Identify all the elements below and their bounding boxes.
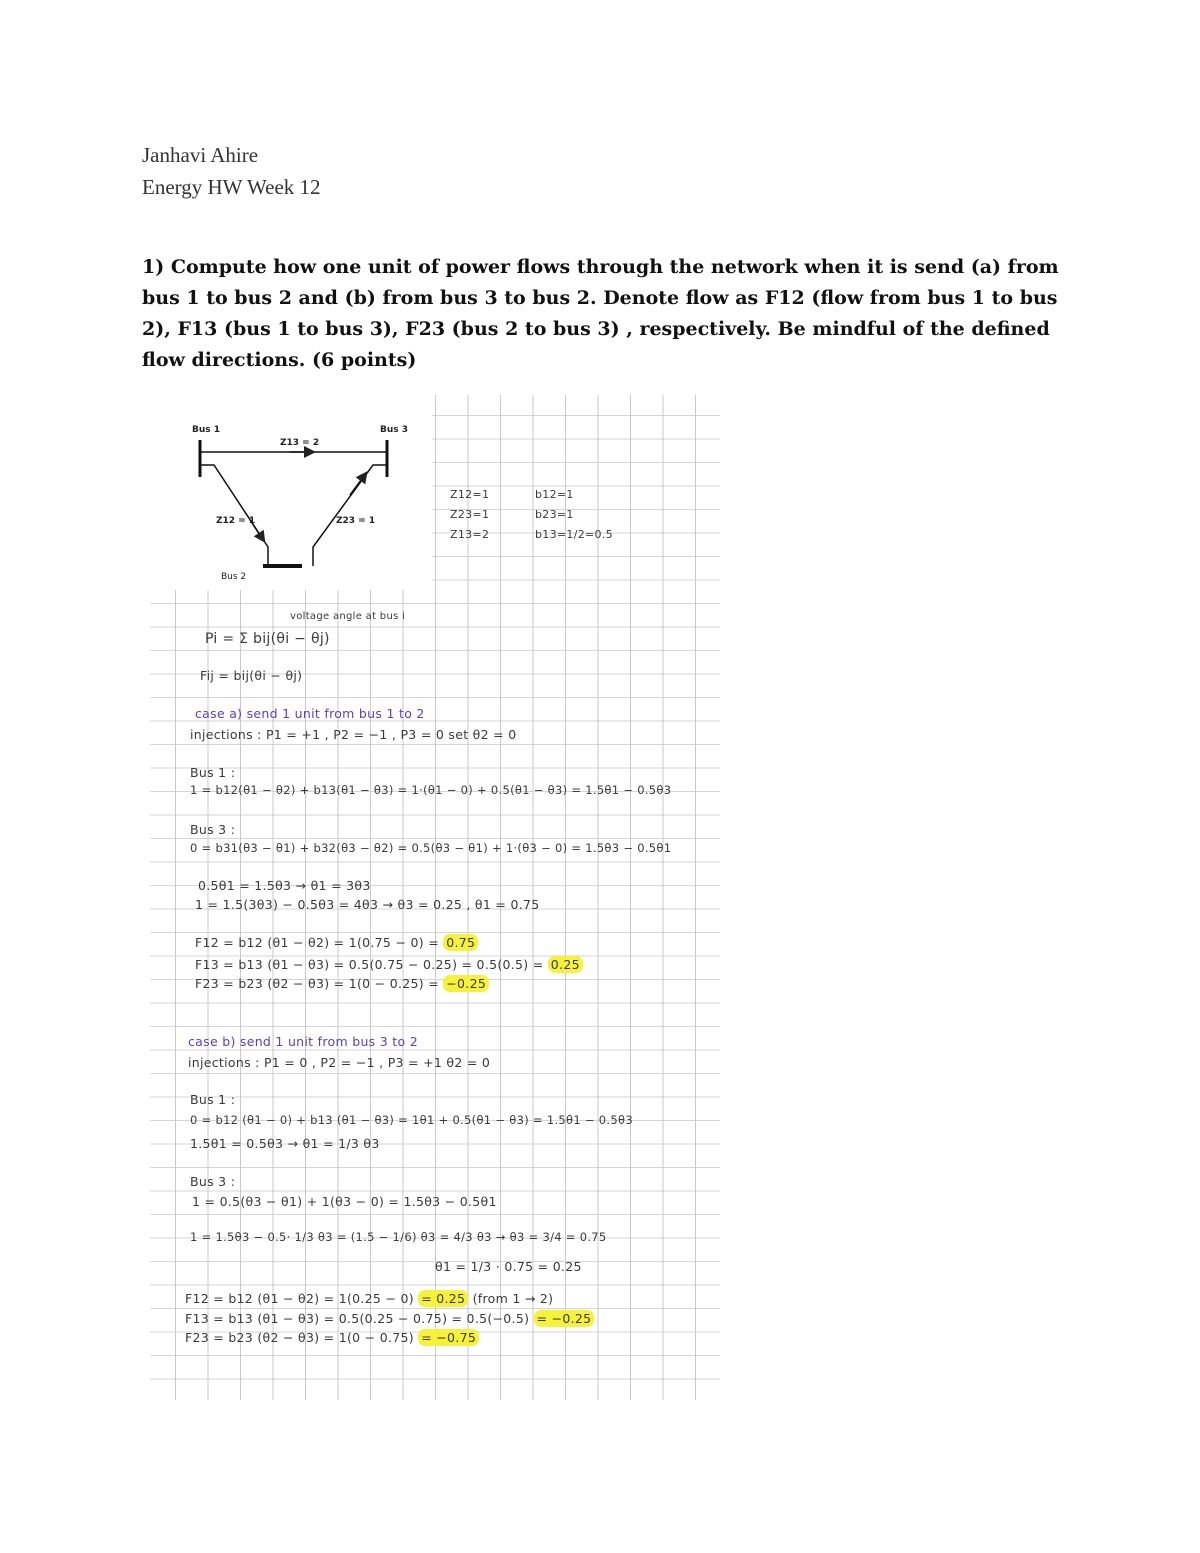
z13-label: Z13 = 2 bbox=[280, 438, 320, 448]
case-a-f23 bbox=[195, 976, 489, 991]
z23-label: Z23 = 1 bbox=[336, 516, 376, 526]
f23-expr: F23 = b23 (θ2 − θ3) = 1(0 − 0.75) bbox=[185, 1330, 419, 1345]
param-b23: b23=1 bbox=[535, 508, 574, 521]
case-b-f13 bbox=[185, 1311, 594, 1326]
f12-expr: F12 = b12 (θ1 − θ2) = 1(0.25 − 0) bbox=[185, 1291, 419, 1306]
bus3-label: Bus 3 bbox=[380, 425, 409, 435]
f12-expr: F12 = b12 (θ1 − θ2) = 1(0.75 − 0) = bbox=[195, 935, 444, 950]
case-b-f23 bbox=[185, 1330, 479, 1345]
f12-direction-note: (from 1 → 2) bbox=[468, 1291, 554, 1306]
f13-expr: F13 = b13 (θ1 − θ3) = 0.5(0.25 − 0.75) = 0.5(−0.5) bbox=[185, 1311, 534, 1326]
flow-equation: Fij = bij(θi − θj) bbox=[200, 668, 303, 683]
f13-result: 0.25 bbox=[548, 956, 583, 973]
param-z13: Z13=2 bbox=[450, 528, 490, 541]
param-b13: b13=1/2=0.5 bbox=[535, 528, 613, 541]
f13-expr: F13 = b13 (θ1 − θ3) = 0.5(0.75 − 0.25) = 0.5(0.5) = bbox=[195, 957, 548, 972]
case-b-bus3-eq: 1 = 0.5(θ3 − θ1) + 1(θ3 − 0) = 1.5θ3 − 0.5θ1 bbox=[192, 1194, 497, 1209]
case-b-solve2: θ1 = 1/3 · 0.75 = 0.25 bbox=[435, 1259, 582, 1274]
arrow-23 bbox=[350, 476, 364, 495]
case-b-injections: injections : P1 = 0 , P2 = −1 , P3 = +1 θ2 = 0 bbox=[188, 1055, 491, 1070]
bus1-label: Bus 1 bbox=[192, 425, 221, 435]
f13-result: = −0.25 bbox=[534, 1310, 595, 1327]
param-z12: Z12=1 bbox=[450, 488, 490, 501]
case-a-bus3-eq: 0 = b31(θ3 − θ1) + b32(θ3 − θ2) = 0.5(θ3 − θ1) + 1·(θ3 − 0) = 1.5θ3 − 0.5θ1 bbox=[190, 841, 672, 855]
annotation-voltage-angle: voltage angle at bus i bbox=[290, 611, 406, 622]
course-title: Energy HW Week 12 bbox=[142, 175, 321, 199]
case-a-bus1-eq: 1 = b12(θ1 − θ2) + b13(θ1 − θ3) = 1·(θ1 − 0) + 0.5(θ1 − θ3) = 1.5θ1 − 0.5θ3 bbox=[190, 783, 672, 797]
case-a-bus3-label: Bus 3 : bbox=[190, 822, 236, 837]
case-a-solve1: 0.5θ1 = 1.5θ3 → θ1 = 3θ3 bbox=[198, 878, 371, 893]
case-a-bus1-label: Bus 1 : bbox=[190, 765, 236, 780]
f23-expr: F23 = b23 (θ2 − θ3) = 1(0 − 0.25) = bbox=[195, 976, 444, 991]
case-a-f13 bbox=[195, 957, 583, 972]
case-b-title: case b) send 1 unit from bus 3 to 2 bbox=[188, 1034, 418, 1049]
case-a-solve2: 1 = 1.5(3θ3) − 0.5θ3 = 4θ3 → θ3 = 0.25 , θ1 = 0.75 bbox=[195, 897, 540, 912]
case-a-injections: injections : P1 = +1 , P2 = −1 , P3 = 0 set θ2 = 0 bbox=[190, 727, 517, 742]
param-z23: Z23=1 bbox=[450, 508, 490, 521]
f12-result: 0.75 bbox=[443, 934, 478, 951]
f12-result: = 0.25 bbox=[418, 1290, 468, 1307]
author-name: Janhavi Ahire bbox=[142, 143, 259, 167]
case-b-bus1-label: Bus 1 : bbox=[190, 1092, 236, 1107]
case-b-f12 bbox=[185, 1291, 553, 1306]
case-b-bus3-label: Bus 3 : bbox=[190, 1174, 236, 1189]
case-b-bus1-eq: 0 = b12 (θ1 − 0) + b13 (θ1 − θ3) = 1θ1 + 0.5(θ1 − θ3) = 1.5θ1 − 0.5θ3 bbox=[190, 1113, 633, 1127]
case-a-f12 bbox=[195, 935, 478, 950]
power-equation: Pi = Σ bij(θi − θj) bbox=[205, 631, 330, 647]
z12-label: Z12 = 1 bbox=[216, 516, 256, 526]
bus2-label: Bus 2 bbox=[221, 572, 247, 582]
case-b-bus1-solve: 1.5θ1 = 0.5θ3 → θ1 = 1/3 θ3 bbox=[190, 1136, 380, 1151]
question-1: 1) Compute how one unit of power flows through the network when it is send (a) from bus 1 to bus 2 and (b) from bus 3 to bus 2. Denote flow as F12 (flow from bus 1 to bus 2), F13 (bus 1 to bus 3), F23 (bus 2 to bus 3) , respectively. Be mindful of the defined flow directions. (6 points) bbox=[142, 256, 1059, 371]
f23-result: = −0.75 bbox=[418, 1329, 479, 1346]
case-b-solve1: 1 = 1.5θ3 − 0.5· 1/3 θ3 = (1.5 − 1/6) θ3 = 4/3 θ3 → θ3 = 3/4 = 0.75 bbox=[190, 1230, 607, 1244]
case-a-title: case a) send 1 unit from bus 1 to 2 bbox=[195, 706, 425, 721]
param-b12: b12=1 bbox=[535, 488, 574, 501]
f23-result: −0.25 bbox=[443, 975, 489, 992]
